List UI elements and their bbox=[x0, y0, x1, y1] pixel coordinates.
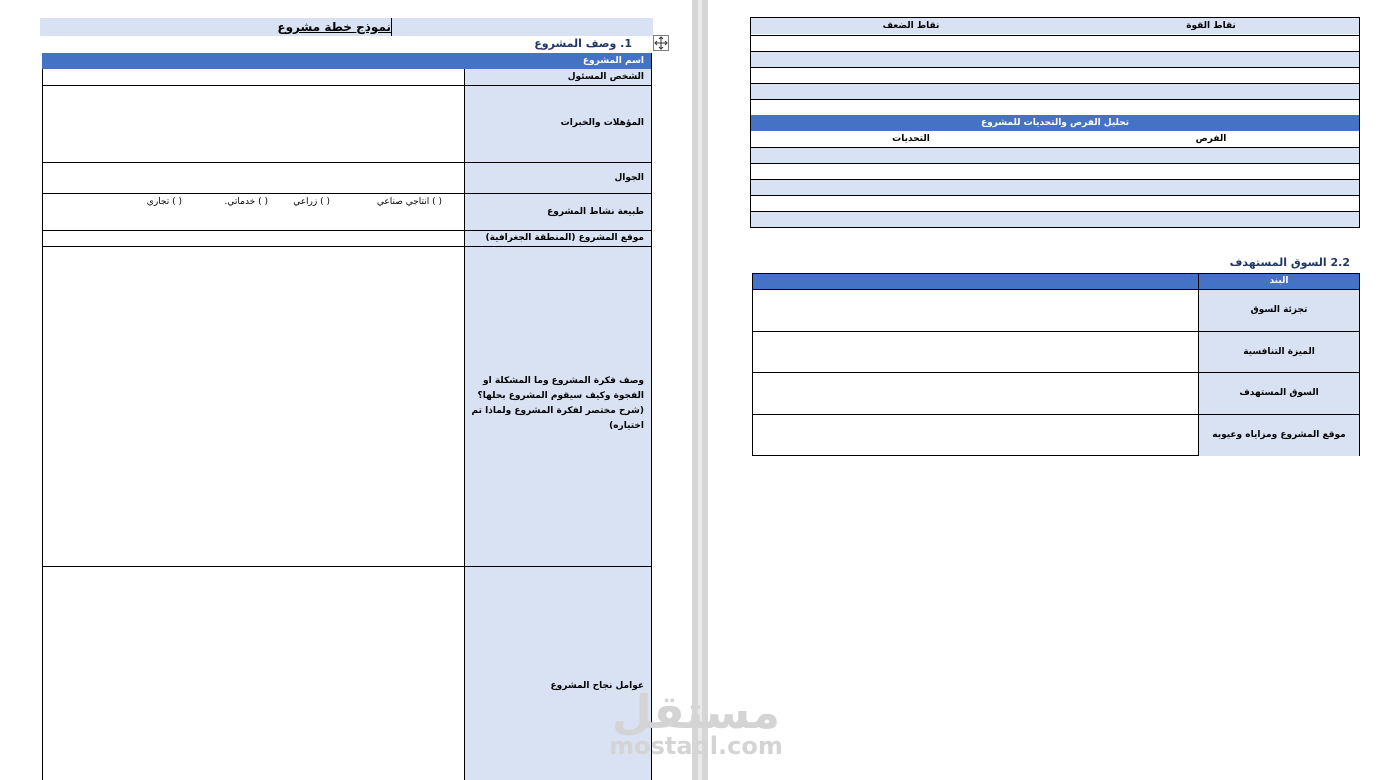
swot-row[interactable] bbox=[751, 83, 1359, 99]
row-label: عوامل نجاح المشروع bbox=[550, 681, 644, 691]
market-table bbox=[752, 273, 1360, 456]
watermark-logo bbox=[606, 685, 786, 760]
market-row-label: الميزة التنافسية bbox=[1199, 332, 1359, 372]
section-heading: 1. وصف المشروع bbox=[534, 37, 632, 50]
responsible-person-value[interactable] bbox=[42, 69, 464, 85]
challenges-header: التحديات bbox=[892, 134, 930, 144]
row-label: موقع المشروع (المنطقة الجغرافية) bbox=[485, 233, 644, 243]
activity-option-industrial[interactable]: ( ) انتاجي صناعي bbox=[376, 197, 442, 207]
activity-option-agricultural[interactable]: ( ) زراعي bbox=[293, 197, 330, 207]
market-row bbox=[753, 414, 1359, 455]
mobile-value[interactable] bbox=[42, 162, 464, 193]
opps-row[interactable] bbox=[751, 163, 1359, 179]
swot-row[interactable] bbox=[751, 99, 1359, 115]
market-row-label: السوق المستهدف bbox=[1199, 373, 1359, 414]
opps-row[interactable] bbox=[751, 179, 1359, 195]
opportunities-band: تحليل الفرص والتحديات للمشروع bbox=[751, 115, 1359, 131]
opps-row[interactable] bbox=[751, 211, 1359, 227]
activity-option-services[interactable]: ( ) خدماتي. bbox=[224, 197, 268, 207]
row-project-location bbox=[42, 230, 652, 246]
row-mobile bbox=[42, 162, 652, 193]
opps-row[interactable] bbox=[751, 147, 1359, 163]
project-location-value[interactable] bbox=[42, 230, 464, 246]
swot-row[interactable] bbox=[751, 51, 1359, 67]
row-label: وصف فكرة المشروع وما المشكلة او الفجوة وكيف سيقوم المشروع بحلها؟ (شرح مختصر لفكرة المشروع ولماذا تم اختياره) bbox=[471, 376, 644, 431]
row-label: المؤهلات والخبرات bbox=[560, 118, 644, 128]
opportunities-header: الفرص bbox=[1195, 134, 1227, 144]
project-idea-value[interactable] bbox=[42, 246, 464, 566]
swot-row[interactable] bbox=[751, 35, 1359, 51]
market-header-item: البند bbox=[1199, 274, 1359, 289]
row-success-factors bbox=[42, 566, 652, 780]
row-label: طبيعة نشاط المشروع bbox=[547, 207, 644, 217]
table-move-handle-icon[interactable] bbox=[653, 35, 669, 51]
market-row-label: موقع المشروع ومزاياه وعيوبه bbox=[1199, 415, 1359, 456]
swot-table bbox=[750, 17, 1360, 228]
weaknesses-header: نقاط الضعف bbox=[882, 21, 940, 31]
document-title[interactable]: نموذج خطة مشروع bbox=[240, 18, 392, 36]
row-label: الجوال bbox=[614, 173, 644, 183]
activity-option-commercial[interactable]: ( ) تجاري bbox=[146, 197, 182, 207]
market-row bbox=[753, 372, 1359, 414]
market-header-value bbox=[753, 274, 1198, 289]
success-factors-value[interactable] bbox=[42, 566, 464, 780]
project-name-label: اسم المشروع bbox=[582, 56, 644, 66]
qualifications-value[interactable] bbox=[42, 85, 464, 162]
page-gutter-shade bbox=[698, 0, 702, 780]
watermark-latin: mostaql.com bbox=[609, 732, 783, 760]
activity-options bbox=[42, 193, 464, 230]
row-responsible-person bbox=[42, 69, 652, 85]
row-activity-type bbox=[42, 193, 652, 230]
watermark-arabic: مستقل bbox=[611, 685, 781, 739]
swot-row[interactable] bbox=[751, 67, 1359, 83]
row-project-idea bbox=[42, 246, 652, 566]
row-label: الشخص المسئول bbox=[567, 72, 644, 82]
market-row bbox=[753, 289, 1359, 331]
market-heading: 2.2 السوق المستهدف bbox=[1229, 256, 1350, 269]
row-qualifications bbox=[42, 85, 652, 162]
strengths-header: نقاط القوة bbox=[1186, 21, 1236, 31]
market-row bbox=[753, 331, 1359, 372]
opps-row[interactable] bbox=[751, 195, 1359, 211]
market-row-label: تجزئة السوق bbox=[1199, 290, 1359, 331]
